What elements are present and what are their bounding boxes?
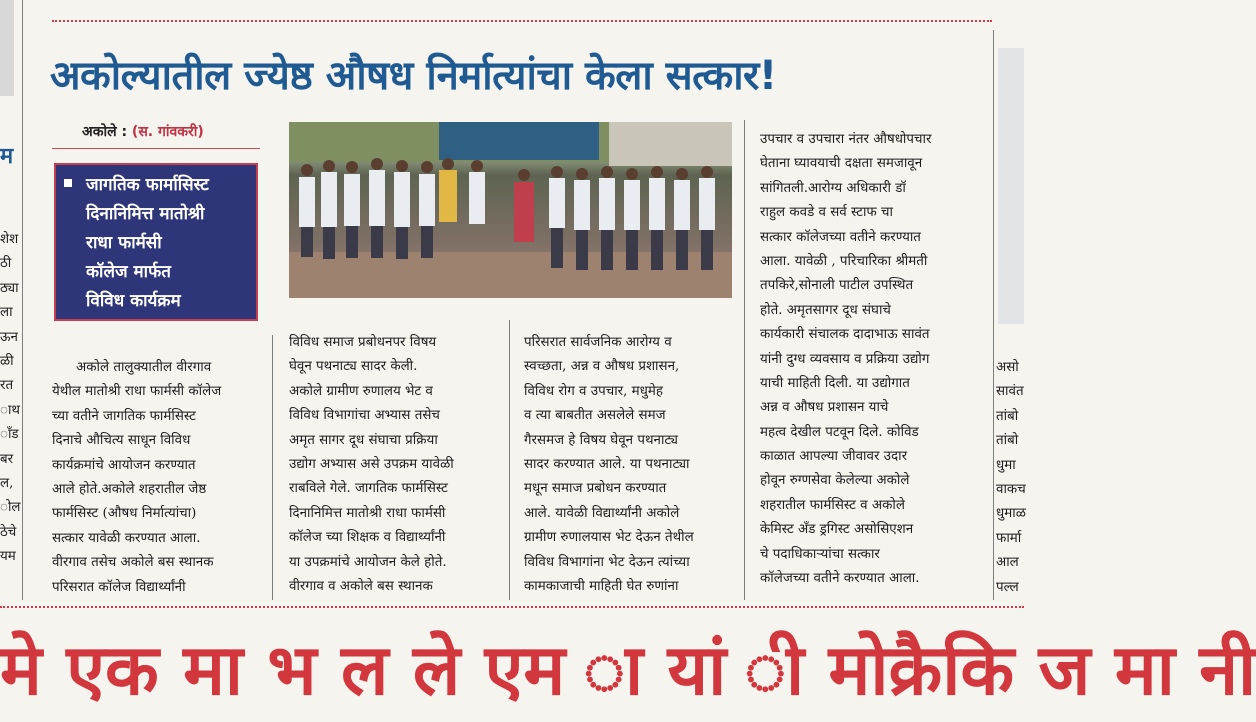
article-column-4 xyxy=(760,128,970,591)
text-line: गैरसमज हे विषय घेवून पथनाट्य xyxy=(524,432,679,448)
text-line: कामकाजाची माहिती घेत रुणांना xyxy=(524,578,679,594)
text-line: वीरगाव तसेच अकोले बस स्थानक xyxy=(52,555,214,571)
text-line: विविध विभागांचा अभ्यास तसेच xyxy=(289,408,440,424)
text-line: आले. यावेळी विद्यार्थ्यांनी अकोले xyxy=(524,505,680,521)
right-photo-fragment xyxy=(998,48,1024,324)
highlight-line: कॉलेज मार्फत xyxy=(86,262,171,282)
article-column-3 xyxy=(524,331,734,599)
text-line: महत्व देखील पटवून दिले. कोविड xyxy=(760,424,919,440)
article-column-1 xyxy=(52,356,260,600)
text-line: दिनाचे औचित्य साधून विविध xyxy=(52,433,191,449)
text-line: अकोले ग्रामीण रुणालय भेट व xyxy=(289,383,433,399)
text-line: परिसरात सार्वजनिक आरोग्य व xyxy=(524,335,672,350)
column-divider xyxy=(744,120,745,600)
text-line: व त्या बाबतीत असलेले समज xyxy=(524,408,666,424)
text-line: धुमाळ xyxy=(996,506,1026,522)
text-line: विविध रोग व उपचार, मधुमेह xyxy=(524,383,664,399)
text-line: ऊन xyxy=(0,329,18,345)
text-line: याची माहिती दिली. या उद्योगात xyxy=(760,375,910,391)
left-column-divider xyxy=(22,0,23,600)
text-line: ळी xyxy=(0,353,14,369)
highlight-box-text xyxy=(86,171,250,316)
text-line: आला. यावेळी , परिचारिका श्रीमती xyxy=(760,253,928,269)
highlight-box xyxy=(54,163,258,321)
text-line: अन्न व औषध प्रशासन याचे xyxy=(760,400,889,416)
text-line: उपचार व उपचारा नंतर औषधोपचार xyxy=(760,132,932,147)
text-line: रत xyxy=(0,378,14,394)
bottom-dotted-rule xyxy=(0,606,1024,608)
highlight-line: दिनानिमित्त मातोश्री xyxy=(86,204,205,224)
text-line: च्या वतीने जागतिक फार्मसिस्ट xyxy=(52,408,196,424)
text-line: वाकच xyxy=(996,481,1026,497)
text-line: घेताना घ्यावयाची दक्षता समजावून xyxy=(760,156,923,172)
text-line: दिनानिमित्त मातोश्री राधा फार्मसी xyxy=(289,505,446,521)
text-line: विविध विभागांना भेट देऊन त्यांच्या xyxy=(524,554,690,570)
group-photo-students-icon xyxy=(289,122,732,298)
top-dotted-rule xyxy=(52,20,992,22)
text-line: राहुल कवडे व सर्व स्टाफ चा xyxy=(760,205,893,221)
article-headline: अकोल्यातील ज्येष्ठ औषध निर्मात्यांचा केला सत्कार! xyxy=(50,53,777,99)
text-line: कार्यकारी संचालक दादाभाऊ सावंत xyxy=(760,327,930,343)
text-line: होते. अमृतसागर दूध संघाचे xyxy=(760,302,891,318)
text-line: केमिस्ट अँड ड्रगिस्ट असोसिएशन xyxy=(760,522,914,538)
text-line: फार्मसिस्ट (औषध निर्मात्यांचा) xyxy=(52,506,197,522)
right-column-divider xyxy=(993,30,994,600)
text-line: ला xyxy=(0,305,13,321)
byline xyxy=(82,122,204,141)
text-line: ठेचे xyxy=(0,524,17,540)
text-line: आल xyxy=(996,555,1019,571)
left-page-edge xyxy=(0,0,14,96)
square-bullet-icon xyxy=(64,179,72,187)
byline-reporter: (स. गांवकरी) xyxy=(131,124,204,140)
text-line: घेवून पथनाट्य सादर केली. xyxy=(289,359,418,375)
text-line: होवून रुग्णसेवा केलेल्या अकोले xyxy=(760,473,910,489)
text-line: यम xyxy=(0,549,16,565)
highlight-line: विविध कार्यक्रम xyxy=(86,291,181,311)
text-line: असो xyxy=(996,360,1019,375)
text-line: आले होते.अकोले शहरातील जेष्ठ xyxy=(52,481,207,497)
next-article-headline-fragment: मे एक मा भ ल ले एम ा यां ी मोक्रैकि ज मा नी xyxy=(0,629,1256,711)
article-column-2 xyxy=(289,331,501,599)
text-line: उद्योग अभ्यास असे उपक्रम यावेळी xyxy=(289,456,454,472)
left-fragment-heading: म xyxy=(0,144,14,169)
text-line: सादर करण्यात आले. या पथनाट्या xyxy=(524,456,690,472)
text-line: ठी xyxy=(0,256,12,272)
text-line: राबविले गेले. जागतिक फार्मसिस्ट xyxy=(289,481,448,497)
text-line: बर xyxy=(0,451,14,467)
highlight-line: राधा फार्मसी xyxy=(86,233,162,253)
right-fragment-column xyxy=(996,356,1024,600)
text-line: या उपक्रमांचे आयोजन केले होते. xyxy=(289,554,447,570)
column-divider xyxy=(509,320,510,600)
text-line: ोल xyxy=(0,500,21,516)
text-line: वीरगाव व अकोले बस स्थानक xyxy=(289,578,433,594)
text-line: सत्कार यावेळी करण्यात आला. xyxy=(52,530,201,546)
text-line: शेश xyxy=(0,232,19,247)
group-photo xyxy=(289,122,732,298)
column-divider xyxy=(272,335,273,600)
text-line: स्वच्छता, अन्न व औषध प्रशासन, xyxy=(524,359,680,375)
text-line: कॉलेजच्या वतीने करण्यात आला. xyxy=(760,571,920,587)
text-line: तांबो xyxy=(996,433,1019,449)
text-line: येथील मातोश्री राधा फार्मसी कॉलेज xyxy=(52,384,222,400)
text-line: पल्ल xyxy=(996,579,1019,595)
text-line: तांबो xyxy=(996,408,1019,424)
text-line: शहरातील फार्मसिस्ट व अकोले xyxy=(760,497,905,513)
text-line: ग्रामीण रुणालयास भेट देऊन तेथील xyxy=(524,530,694,546)
text-line: कार्यक्रमांचे आयोजन करण्यात xyxy=(52,457,196,473)
text-line: ाथ xyxy=(0,402,20,418)
text-line: परिसरात कॉलेज विद्यार्थ्यांनी xyxy=(52,579,186,595)
text-line: यांनी दुग्ध व्यवसाय व प्रक्रिया उद्योग xyxy=(760,351,930,367)
text-line: फार्मा xyxy=(996,530,1022,546)
text-line: विविध समाज प्रबोधनपर विषय xyxy=(289,335,437,350)
text-line: सावंत xyxy=(996,384,1024,400)
highlight-line: जागतिक फार्मासिस्ट xyxy=(86,175,209,195)
text-line: चे पदाधिकाऱ्यांचा सत्कार xyxy=(760,546,880,562)
text-line: धुमा xyxy=(996,457,1016,473)
text-line: काळात आपल्या जीवावर उदार xyxy=(760,449,908,465)
text-line: अकोले तालुक्यातील वीरगाव xyxy=(76,360,212,375)
text-line: अमृत सागर दूध संघाचा प्रक्रिया xyxy=(289,432,438,448)
text-line: सांगितली.आरोग्य अधिकारी डॉ xyxy=(760,180,906,196)
text-line: ठ्या xyxy=(0,280,19,296)
text-line: तपकिरे,सोनाली पाटील उपस्थित xyxy=(760,278,914,294)
left-fragment-column xyxy=(0,228,20,569)
text-line: मधून समाज प्रबोधन करण्यात xyxy=(524,481,667,497)
text-line: ल, xyxy=(0,475,14,491)
text-line: ाँड xyxy=(0,427,19,443)
byline-rule xyxy=(52,148,260,149)
text-line: सत्कार कॉलेजच्या वतीने करण्यात xyxy=(760,229,921,245)
byline-place: अकोले : xyxy=(82,124,128,140)
text-line: कॉलेज च्या शिक्षक व विद्यार्थ्यांनी xyxy=(289,530,446,546)
